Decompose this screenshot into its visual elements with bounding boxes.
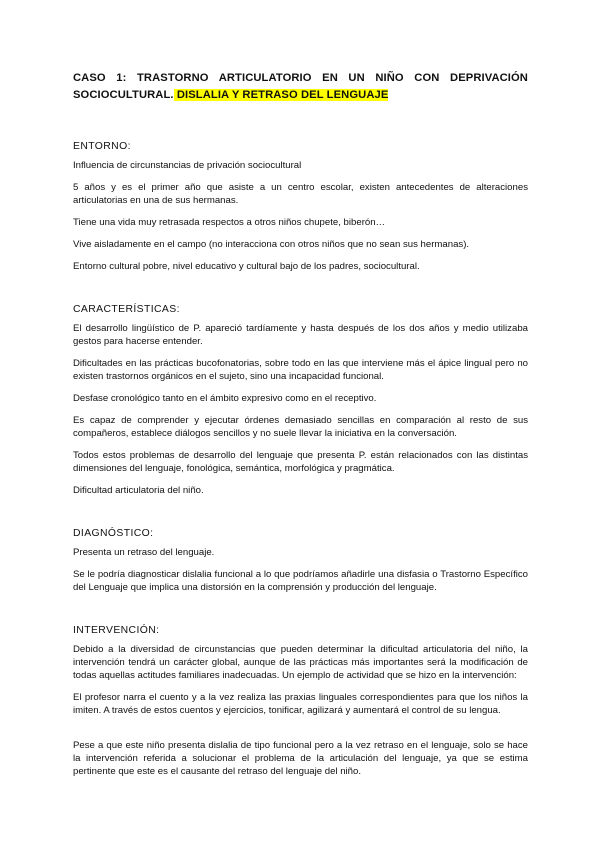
paragraph: El profesor narra el cuento y a la vez realiza las praxias linguales correspondientes para que los niños la imiten. A través de estos cuentos y ejercicios, tonificar, agilizará y aumentará el control de su lengua. (73, 692, 528, 716)
document-body (73, 70, 528, 787)
section-heading-entorno: ENTORNO: (73, 141, 131, 152)
paragraph: 5 años y es el primer año que asiste a un centro escolar, existen antecedentes de alteraciones articulatorias en una de sus hermanas. (73, 182, 528, 206)
section-heading-caracteristicas: CARACTERÍSTICAS: (73, 304, 180, 315)
section-heading-intervencion: INTERVENCIÓN: (73, 625, 160, 636)
paragraph: Entorno cultural pobre, nivel educativo y cultural bajo de los padres, sociocultural. (73, 261, 420, 272)
paragraph: Todos estos problemas de desarrollo del lenguaje que presenta P. están relacionados con las distintas dimensiones del lenguaje, fonológica, semántica, morfológica y pragmática. (73, 450, 528, 474)
paragraph: Debido a la diversidad de circunstancias que pueden determinar la dificultad articulatoria del niño, la intervención tendrá un carácter global, aunque de las prácticas más importantes será la modificación de todas aquellas actitudes familiares inadecuadas. Un ejemplo de actividad que se hizo en la intervención: (73, 644, 528, 681)
paragraph: Dificultades en las prácticas bucofonatorias, sobre todo en las que interviene más el ápice lingual pero no existen trastornos orgánicos en el sujeto, sino una incapacidad funcional. (73, 358, 528, 382)
paragraph: Influencia de circunstancias de privación sociocultural (73, 160, 302, 171)
paragraph: Presenta un retraso del lenguaje. (73, 547, 215, 558)
paragraph: Pese a que este niño presenta dislalia de tipo funcional pero a la vez retraso en el lenguaje, solo se hace la intervención referida a solucionar el problema de la articulación del lenguaje, ya que se estima pertinente que este es el causante del retraso del lenguaje del niño. (73, 740, 528, 777)
paragraph: Vive aisladamente en el campo (no interacciona con otros niños que no sean sus hermanas). (73, 239, 470, 250)
document-title (73, 70, 528, 104)
title-highlight: DISLALIA Y RETRASO DEL LENGUAJE (173, 89, 389, 101)
title-line-2-plain: SOCIOCULTURAL. (73, 89, 174, 101)
section-entorno (73, 140, 528, 273)
section-caracteristicas (73, 303, 528, 497)
paragraph: El desarrollo lingüístico de P. apareció tardíamente y hasta después de los dos años y medio utilizaba gestos para hacerse entender. (73, 323, 528, 347)
paragraph: Se le podría diagnosticar dislalia funcional a lo que podríamos añadirle una disfasia o Trastorno Específico del Lenguaje que implica una distorsión en la comprensión y producción del lenguaje. (73, 569, 528, 593)
section-heading-diagnostico: DIAGNÓSTICO: (73, 528, 154, 539)
paragraph: Es capaz de comprender y ejecutar órdenes demasiado sencillas en comparación al resto de sus compañeros, establece diálogos sencillos y no suele llevar la iniciativa en la conversación. (73, 415, 528, 439)
section-diagnostico (73, 527, 528, 594)
paragraph: Desfase cronológico tanto en el ámbito expresivo como en el receptivo. (73, 393, 377, 404)
section-intervencion (73, 624, 528, 778)
paragraph: Dificultad articulatoria del niño. (73, 485, 204, 496)
title-line-1: CASO 1: TRASTORNO ARTICULATORIO EN UN NIÑO CON DEPRIVACIÓN (73, 72, 528, 84)
paragraph: Tiene una vida muy retrasada respectos a otros niños chupete, biberón… (73, 217, 386, 228)
